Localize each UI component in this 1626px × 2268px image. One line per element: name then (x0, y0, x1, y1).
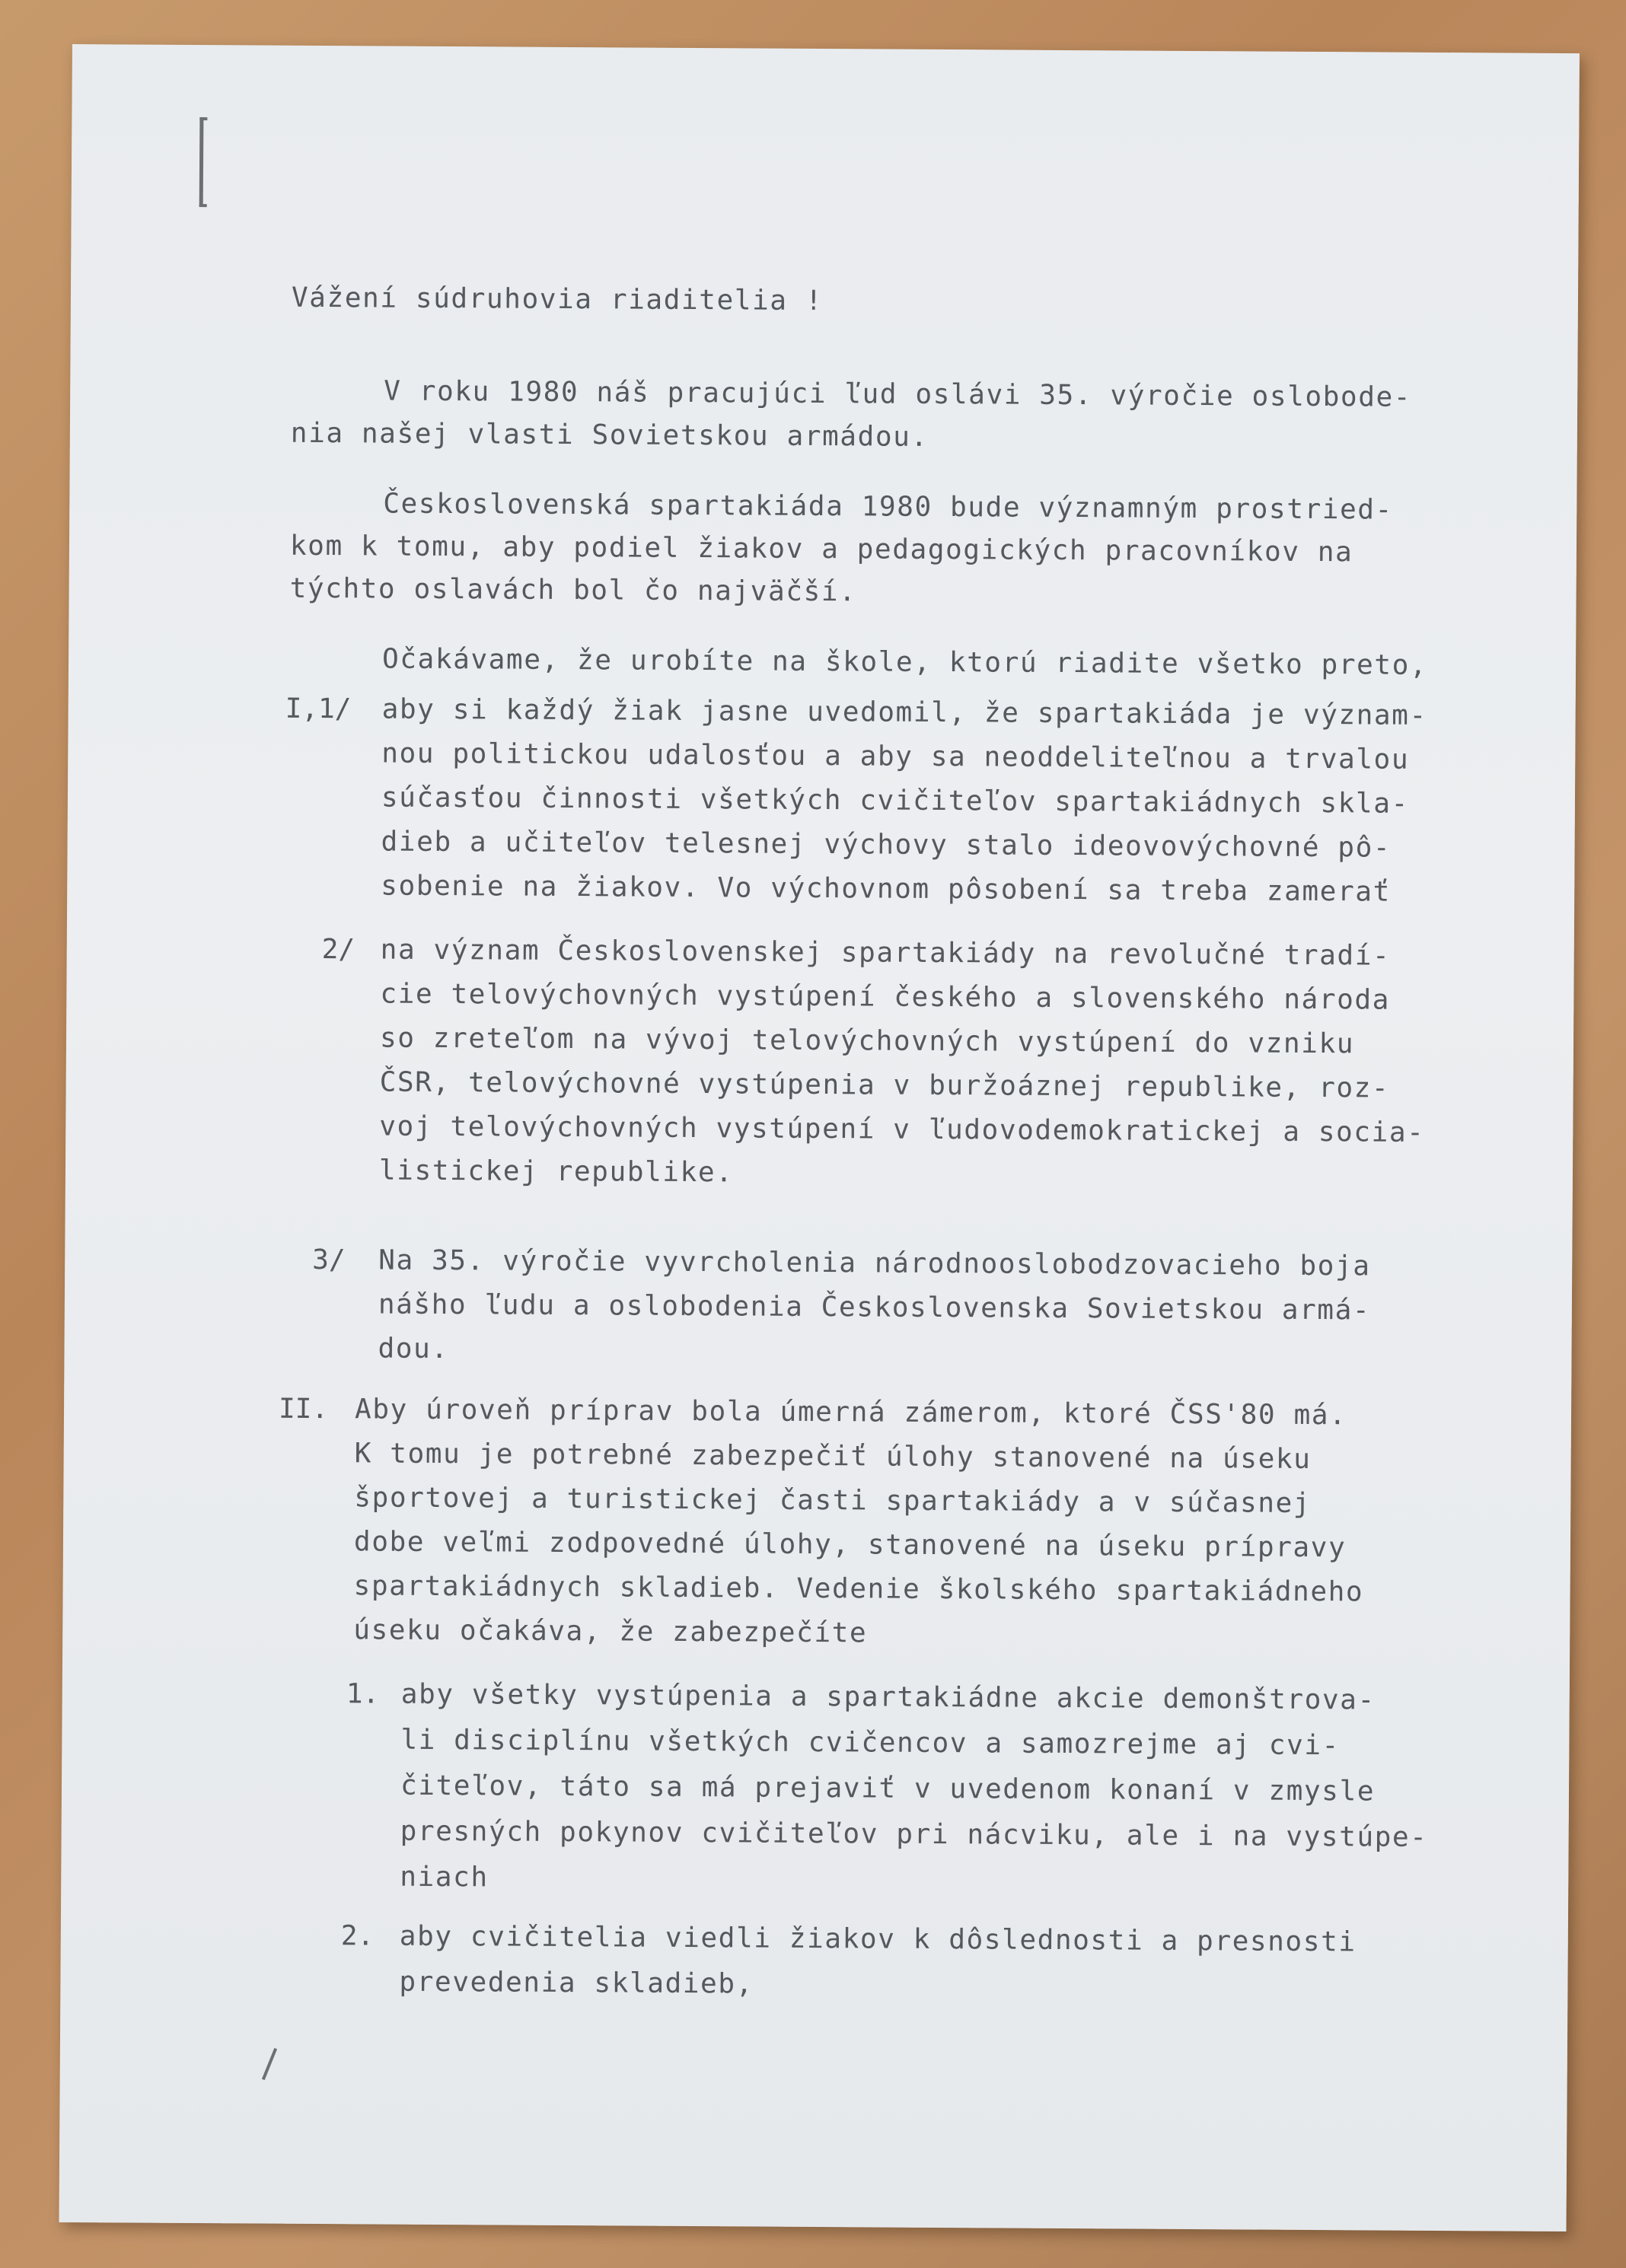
section-1-1-line: sobenie na žiakov. Vo výchovnom pôsobení sa treba zamerať (381, 870, 1391, 908)
section-1-3-number: 3/ (312, 1244, 346, 1276)
section-1-2-line: ČSR, telovýchovné vystúpenia v buržoáznej republike, roz- (379, 1066, 1390, 1104)
section-1-1-line: súčasťou činnosti všetkých cvičiteľov spartakiádnych skla- (381, 782, 1409, 820)
section-1-1-line: dieb a učiteľov telesnej výchovy stalo ideovovýchovné pô- (381, 826, 1392, 864)
section-2-1-line: aby všetky vystúpenia a spartakiádne akcie demonštrova- (400, 1678, 1376, 1716)
section-2-line: úseku očakáva, že zabezpečíte (353, 1614, 868, 1649)
section-2-1-line: čiteľov, táto sa má prejaviť v uvedenom konaní v zmysle (400, 1769, 1376, 1808)
section-1-1-line: aby si každý žiak jasne uvedomil, že spartakiáda je význam- (381, 693, 1427, 731)
intro-line: V roku 1980 náš pracujúci ľud oslávi 35. výročie oslobode- (384, 375, 1412, 413)
salutation: Vážení súdruhovia riaditelia ! (291, 282, 824, 317)
section-2-1-line: presných pokynov cvičiteľov pri nácviku, ale i na vystúpe- (400, 1815, 1428, 1853)
section-2-line: Aby úroveň príprav bola úmerná zámerom, ktoré ČSS'80 má. (354, 1394, 1347, 1432)
section-2-line: spartakiádnych skladieb. Vedenie školského spartakiádneho (353, 1570, 1364, 1608)
intro-line: nia našej vlasti Sovietskou armádou. (290, 417, 929, 453)
spartakiada-line: týchto oslavách bol čo najväčší. (289, 572, 857, 608)
spartakiada-line: kom k tomu, aby podiel žiakov a pedagogických pracovníkov na (289, 530, 1353, 569)
spartakiada-line: Československá spartakiáda 1980 bude významným prostried- (383, 488, 1394, 526)
document-page (59, 44, 1580, 2231)
section-1-2-line: listickej republike. (378, 1155, 734, 1189)
section-2-line: dobe veľmi zodpovedné úlohy, stanovené na úseku prípravy (353, 1526, 1347, 1564)
expect-line: Očakávame, že urobíte na škole, ktorú riadite všetko preto, (381, 643, 1428, 681)
section-1-3-line: dou. (378, 1333, 449, 1365)
section-1-2-line: voj telovýchovných vystúpení v ľudovodemokratickej a socia- (379, 1110, 1425, 1148)
section-1-2-number: 2/ (321, 934, 355, 966)
section-1-2-line: na význam Československej spartakiády na revolučné tradí- (380, 934, 1391, 972)
section-2-2-number: 2. (340, 1920, 375, 1952)
section-1-3-line: Na 35. výročie vyvrcholenia národnooslobodzovacieho boja (378, 1244, 1371, 1282)
staple-mark (199, 117, 208, 207)
section-2-2-line: prevedenia skladieb, (399, 1966, 754, 2000)
section-2-line: K tomu je potrebné zabezpečiť úlohy stanovené na úseku (354, 1438, 1312, 1475)
section-1-2-line: so zreteľom na vývoj telovýchovných vystúpení do vzniku (379, 1022, 1355, 1060)
section-2-1-line: li disciplínu všetkých cvičencov a samozrejme aj cvi- (400, 1724, 1341, 1762)
section-1-1-number: I,1/ (285, 693, 352, 725)
section-2-2-line: aby cvičitelia viedli žiakov k dôslednosti a presnosti (399, 1920, 1357, 1958)
section-1-1-line: nou politickou udalosťou a aby sa neoddeliteľnou a trvalou (381, 737, 1410, 776)
section-2-line: športovej a turistickej časti spartakiády a v súčasnej (354, 1482, 1312, 1519)
section-2-number: II. (278, 1393, 329, 1425)
section-1-2-line: cie telovýchovných vystúpení českého a slovenského národa (380, 978, 1391, 1016)
section-2-1-line: niach (400, 1861, 489, 1894)
section-2-1-number: 1. (346, 1678, 380, 1710)
section-1-3-line: nášho ľudu a oslobodenia Československa Sovietskou armá- (378, 1288, 1371, 1327)
